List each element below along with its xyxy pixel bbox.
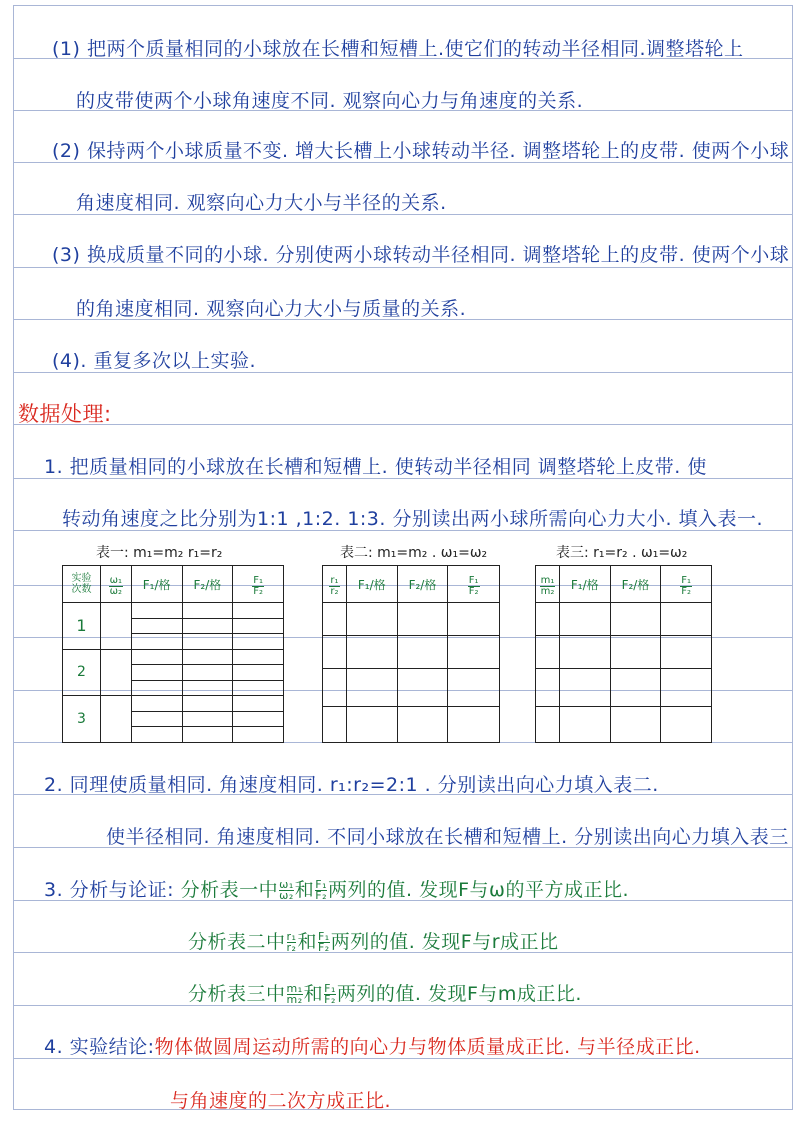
- table-cell[interactable]: [448, 707, 500, 743]
- table-cell[interactable]: [323, 603, 347, 636]
- table-cell[interactable]: [448, 636, 500, 669]
- table-1: [62, 565, 284, 743]
- procedure-2-line-1: 2. 同理使质量相同. 角速度相同. r₁:r₂=2:1 . 分别读出向心力填入表二.: [44, 774, 659, 796]
- table-cell[interactable]: [397, 603, 448, 636]
- step-2-line-1: (2) 保持两个小球质量不变. 增大长槽上小球转动半径. 调整塔轮上的皮带. 使两个小球: [52, 140, 790, 162]
- table-cell[interactable]: [182, 665, 233, 681]
- table-1-header-omega-ratio: $\frac{\text{ω₁}}{\text{ω₂}}$: [100, 566, 131, 603]
- fraction: $\frac{\text{F₁}}{\text{F₂}}$: [315, 877, 328, 902]
- table-cell[interactable]: [233, 634, 284, 650]
- table-cell[interactable]: [131, 680, 182, 696]
- analysis-line-3: 分析表三中 $\frac{\text{m₁}}{\text{m₂}}$ 和 $\frac{\text{F₁}}{\text{F₂}}$ 两列的值. 发现F与m成正比.: [188, 981, 582, 1006]
- table-cell[interactable]: [610, 603, 661, 636]
- table-cell[interactable]: [559, 603, 610, 636]
- step-1-line-2: 的皮带使两个小球角速度不同. 观察向心力与角速度的关系.: [76, 90, 584, 112]
- table-cell[interactable]: [346, 707, 397, 743]
- table-cell[interactable]: [233, 680, 284, 696]
- fraction: $\frac{\text{ω₁}}{\text{ω₂}}$: [279, 877, 294, 902]
- table-cell[interactable]: [233, 711, 284, 727]
- data-processing-heading: 数据处理:: [18, 402, 112, 426]
- table-cell[interactable]: [559, 707, 610, 743]
- conclusion-line-2: 与角速度的二次方成正比.: [170, 1090, 392, 1112]
- table-cell[interactable]: [131, 649, 182, 665]
- table-cell[interactable]: [661, 636, 712, 669]
- table-3-caption: 表三: r₁=r₂ . ω₁=ω₂: [556, 545, 688, 561]
- table-2: [322, 565, 500, 743]
- table-cell[interactable]: [182, 711, 233, 727]
- table-2-header-f-ratio: $\frac{\text{F₁}}{\text{F₂}}$: [448, 566, 500, 603]
- table-cell[interactable]: [233, 618, 284, 634]
- table-cell[interactable]: [397, 636, 448, 669]
- table-cell[interactable]: [536, 669, 560, 707]
- table-3: [535, 565, 712, 743]
- fraction: $\frac{\text{r₁}}{\text{r₂}}$: [286, 929, 297, 954]
- ruled-line: [13, 424, 793, 425]
- step-4-line-1: (4). 重复多次以上实验.: [52, 350, 257, 372]
- table-cell[interactable]: [233, 665, 284, 681]
- fraction: $\frac{\text{m₁}}{\text{m₂}}$: [286, 981, 303, 1006]
- table-cell[interactable]: [131, 634, 182, 650]
- table-1-trial-2: 2: [63, 649, 101, 696]
- table-cell[interactable]: [182, 680, 233, 696]
- table-cell[interactable]: [397, 707, 448, 743]
- table-cell[interactable]: [131, 727, 182, 743]
- table-cell[interactable]: [233, 696, 284, 712]
- step-1-line-1: (1) 把两个质量相同的小球放在长槽和短槽上.使它们的转动半径相同.调整塔轮上: [52, 38, 744, 60]
- table-cell[interactable]: [559, 636, 610, 669]
- table-cell[interactable]: [131, 603, 182, 619]
- table-cell[interactable]: [131, 618, 182, 634]
- table-cell[interactable]: [182, 727, 233, 743]
- table-cell[interactable]: [346, 603, 397, 636]
- table-2-header-f1: F₁/格: [346, 566, 397, 603]
- conclusion-label: 4. 实验结论:: [44, 1036, 155, 1058]
- table-1-header-f1: F₁/格: [131, 566, 182, 603]
- table-cell[interactable]: [131, 665, 182, 681]
- fraction: $\frac{\text{F₁}}{\text{F₂}}$: [317, 929, 330, 954]
- table-cell[interactable]: [536, 603, 560, 636]
- table-cell[interactable]: [233, 603, 284, 619]
- table-cell[interactable]: [182, 618, 233, 634]
- table-cell[interactable]: [661, 669, 712, 707]
- table-cell[interactable]: [536, 707, 560, 743]
- table-1-trial-3: 3: [63, 696, 101, 743]
- procedure-1-line-1: 1. 把质量相同的小球放在长槽和短槽上. 使转动半径相同 调整塔轮上皮带. 使: [44, 456, 707, 478]
- table-cell[interactable]: [233, 649, 284, 665]
- table-cell[interactable]: [131, 711, 182, 727]
- procedure-1-line-2: 转动角速度之比分别为1:1 ,1:2. 1:3. 分别读出两小球所需向心力大小. 填入表一.: [62, 508, 764, 530]
- table-cell[interactable]: [323, 707, 347, 743]
- table-3-header-m-ratio: $\frac{\text{m₁}}{\text{m₂}}$: [536, 566, 560, 603]
- table-1-caption: 表一: m₁=m₂ r₁=r₂: [96, 545, 223, 561]
- analysis-line-2: 分析表二中 $\frac{\text{r₁}}{\text{r₂}}$ 和 $\frac{\text{F₁}}{\text{F₂}}$ 两列的值. 发现F与r成正比: [188, 929, 559, 954]
- table-2-header-r-ratio: $\frac{\text{r₁}}{\text{r₂}}$: [323, 566, 347, 603]
- table-cell[interactable]: [397, 669, 448, 707]
- table-1-header-trial: 实验次数: [63, 566, 101, 603]
- table-cell[interactable]: [131, 696, 182, 712]
- table-cell[interactable]: [610, 669, 661, 707]
- table-cell[interactable]: [182, 649, 233, 665]
- table-1-header-f-ratio: $\frac{\text{F₁}}{\text{F₂}}$: [233, 566, 284, 603]
- table-cell[interactable]: [346, 669, 397, 707]
- step-2-line-2: 角速度相同. 观察向心力大小与半径的关系.: [76, 192, 447, 214]
- table-1-header-f2: F₂/格: [182, 566, 233, 603]
- table-3-header-f2: F₂/格: [610, 566, 661, 603]
- table-cell[interactable]: [100, 696, 131, 743]
- table-cell[interactable]: [233, 727, 284, 743]
- ruled-line: [13, 267, 793, 268]
- table-cell[interactable]: [536, 636, 560, 669]
- conclusion-line-1: 4. 实验结论:物体做圆周运动所需的向心力与物体质量成正比. 与半径成正比.: [44, 1036, 701, 1058]
- table-cell[interactable]: [661, 603, 712, 636]
- step-3-line-2: 的角速度相同. 观察向心力大小与质量的关系.: [76, 298, 467, 320]
- table-2-caption: 表二: m₁=m₂ . ω₁=ω₂: [340, 545, 488, 561]
- table-cell[interactable]: [610, 707, 661, 743]
- table-cell[interactable]: [448, 669, 500, 707]
- table-cell[interactable]: [182, 696, 233, 712]
- table-cell[interactable]: [100, 649, 131, 696]
- table-cell[interactable]: [323, 636, 347, 669]
- table-cell[interactable]: [610, 636, 661, 669]
- fraction: $\frac{\text{F₁}}{\text{F₂}}$: [324, 981, 336, 1006]
- procedure-2-line-2: 使半径相同. 角速度相同. 不同小球放在长槽和短槽上. 分别读出向心力填入表三: [106, 826, 789, 848]
- table-cell[interactable]: [323, 669, 347, 707]
- table-cell[interactable]: [448, 603, 500, 636]
- table-cell[interactable]: [346, 636, 397, 669]
- analysis-label: 3. 分析与论证:: [44, 879, 175, 901]
- table-cell[interactable]: [100, 603, 131, 650]
- step-3-line-1: (3) 换成质量不同的小球. 分别使两小球转动半径相同. 调整塔轮上的皮带. 使两个小球: [52, 244, 790, 266]
- table-2-header-f2: F₂/格: [397, 566, 448, 603]
- analysis-line-1: 3. 分析与论证: 分析表一中 $\frac{\text{ω₁}}{\text{ω₂}}$ 和 $\frac{\text{F₁}}{\text{F₂}}$ 两列的值. 发现F与ω的平方成正比.: [44, 877, 629, 902]
- table-cell[interactable]: [559, 669, 610, 707]
- table-1-trial-1: 1: [63, 603, 101, 650]
- table-cell[interactable]: [661, 707, 712, 743]
- table-cell[interactable]: [182, 634, 233, 650]
- table-3-header-f-ratio: $\frac{\text{F₁}}{\text{F₂}}$: [661, 566, 712, 603]
- table-3-header-f1: F₁/格: [559, 566, 610, 603]
- table-cell[interactable]: [182, 603, 233, 619]
